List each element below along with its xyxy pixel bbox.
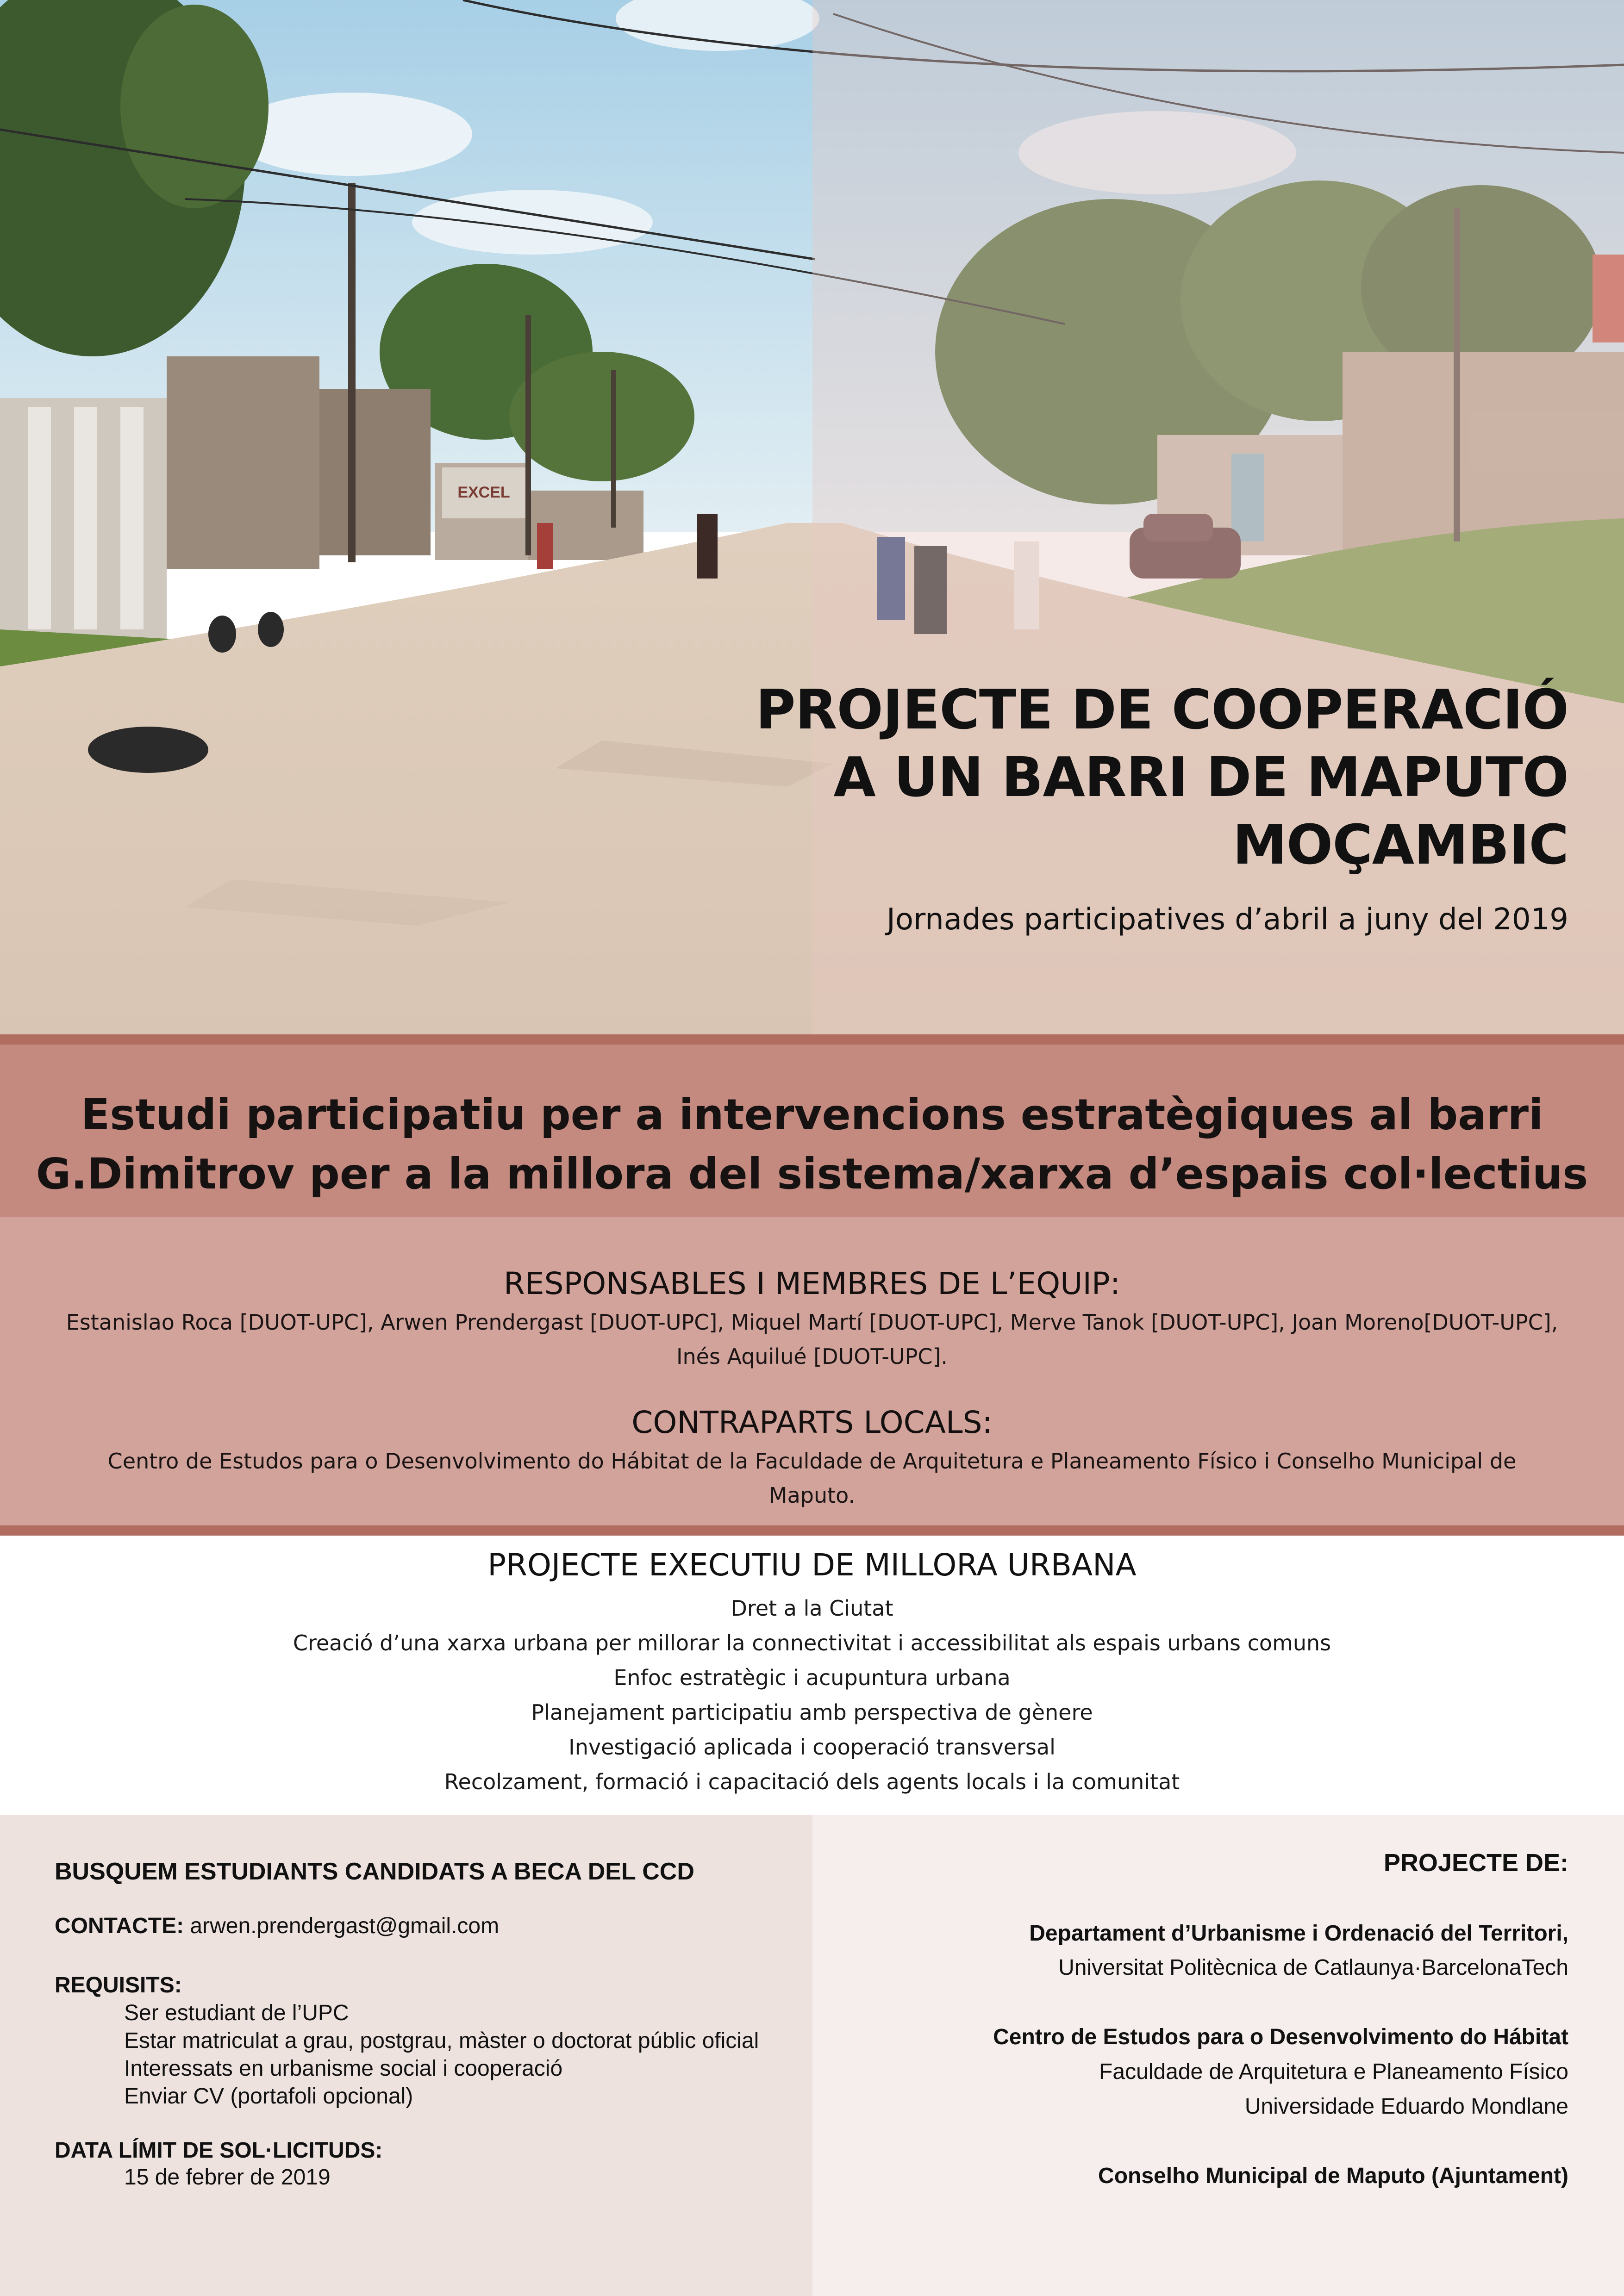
list-item: Planejament participatiu amb perspectiva de gènere <box>531 1700 1093 1725</box>
list-item: Enfoc estratègic i acupuntura urbana <box>613 1665 1011 1690</box>
team-members: Estanislao Roca [DUOT-UPC], Arwen Prendergast [DUOT-UPC], Miquel Martí [DUOT-UPC], Merve Tanok [DUOT-UPC], Joan Moreno[DUOT-UPC], Inés Aquilué [DUOT-UPC]. <box>66 1310 1558 1369</box>
partner-2-line-2: Universidade Eduardo Mondlane <box>1244 2094 1568 2119</box>
partner-1-line: Universitat Politècnica de Catlaunya·BarcelonaTech <box>1058 1955 1568 1980</box>
scholarship-call-panel <box>0 1815 812 2296</box>
deadline-label: DATA LÍMIT DE SOL·LICITUDS: <box>55 2138 383 2163</box>
poster-subtitle: Jornades participatives d’abril a juny del 2019 <box>886 902 1568 937</box>
partner-3-name: Conselho Municipal de Maputo (Ajuntament) <box>1098 2164 1568 2188</box>
team-heading: RESPONSABLES I MEMBRES DE L’EQUIP: <box>504 1266 1120 1301</box>
photo-shop-sign: EXCEL <box>457 484 510 501</box>
list-item: Creació d’una xarxa urbana per millorar la connectivitat i accessibilitat als espais urbans comuns <box>293 1630 1331 1655</box>
partner-2-line-1: Faculdade de Arquitetura e Planeamento Físico <box>1099 2060 1568 2084</box>
team-band <box>0 1217 1624 1536</box>
title-line-2: A UN BARRI DE MAPUTO <box>833 745 1568 809</box>
study-title-line-2: G.Dimitrov per a la millora del sistema/xarxa d’espais col·lectius <box>36 1149 1588 1199</box>
requirement-item: Estar matriculat a grau, postgrau, màster o doctorat públic oficial <box>124 2028 759 2053</box>
photo-tint-overlay <box>812 0 1624 1034</box>
title-line-3: MOÇAMBIC <box>1232 813 1568 877</box>
executive-heading: PROJECTE EXECUTIU DE MILLORA URBANA <box>487 1547 1137 1583</box>
list-item: Investigació aplicada i cooperació transversal <box>568 1735 1056 1760</box>
requirement-item: Interessats en urbanisme social i cooperació <box>124 2056 563 2081</box>
contact-email-link[interactable]: arwen.prendergast@gmail.com <box>190 1914 500 1938</box>
hero-photo <box>0 0 1624 1034</box>
requirement-item: Enviar CV (portafoli opcional) <box>124 2084 413 2109</box>
partner-1-name: Departament d’Urbanisme i Ordenació del Territori, <box>1029 1921 1568 1946</box>
call-heading: BUSQUEM ESTUDIANTS CANDIDATS A BECA DEL CCD <box>55 1858 694 1885</box>
title-line-1: PROJECTE DE COOPERACIÓ <box>756 678 1568 741</box>
counterparts-heading: CONTRAPARTS LOCALS: <box>631 1405 993 1440</box>
requirement-item: Ser estudiant de l’UPC <box>124 2001 349 2025</box>
list-item: Dret a la Ciutat <box>731 1596 893 1621</box>
executive-items-list <box>0 1591 1624 1799</box>
deadline-date: 15 de febrer de 2019 <box>124 2165 331 2190</box>
executive-project-section <box>0 1536 1624 1815</box>
study-title-band <box>0 1034 1624 1217</box>
study-title <box>0 1085 1624 1204</box>
partners-panel <box>812 1815 1624 2296</box>
poster-title <box>689 676 1568 878</box>
contact-label: CONTACTE: <box>55 1914 184 1938</box>
requirements-label: REQUISITS: <box>55 1973 182 1997</box>
study-title-line-1: Estudi participatiu per a intervencions estratègiques al barri <box>81 1090 1543 1139</box>
contact-line <box>55 1913 499 1939</box>
list-item: Recolzament, formació i capacitació dels agents locals i la comunitat <box>444 1769 1180 1794</box>
partner-2-name: Centro de Estudos para o Desenvolvimento do Hábitat <box>993 2025 1568 2049</box>
counterparts-text: Centro de Estudos para o Desenvolvimento do Hábitat de la Faculdade de Arquitetura e Planeamento Físico i Conselho Municipal de Maputo. <box>107 1449 1517 1508</box>
partners-heading: PROJECTE DE: <box>1383 1849 1568 1877</box>
